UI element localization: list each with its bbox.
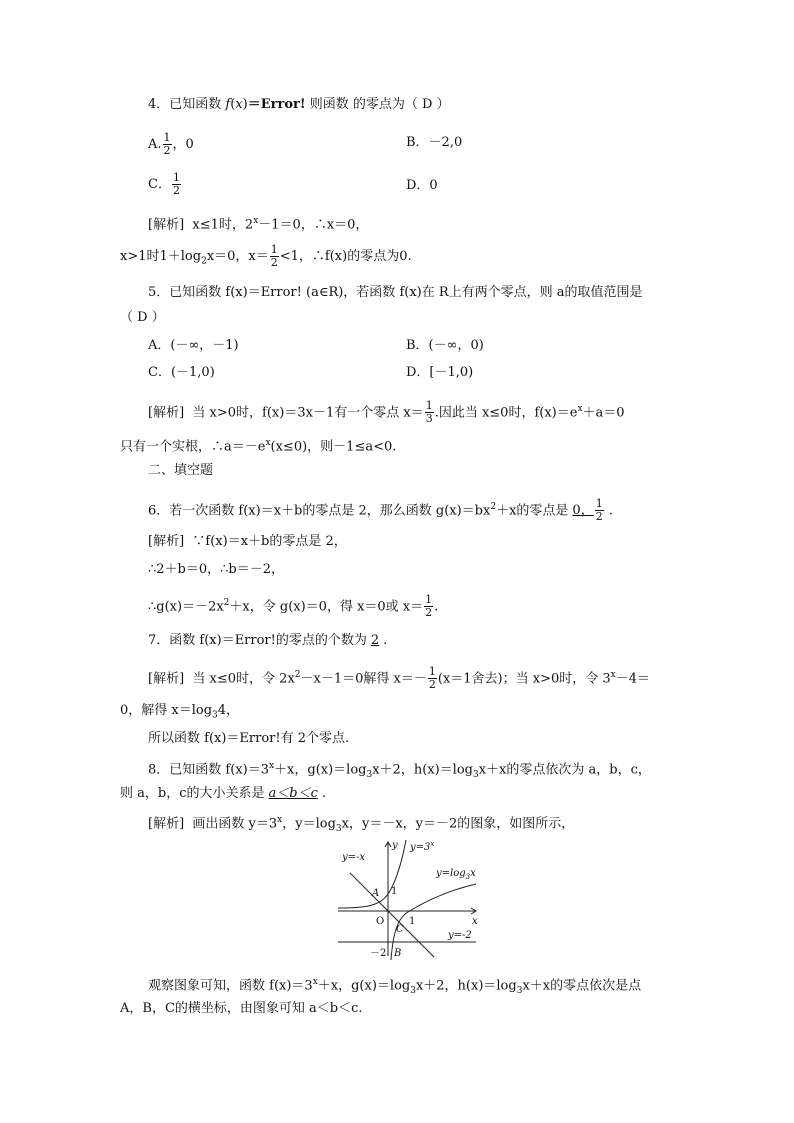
section-title: 二、填空题 bbox=[148, 463, 214, 478]
q8-conclusion-line1: 观察图象可知，函数 $f(x)=3^x+x$，$g(x)=\log_3x+2$，$h(x)=\log_3x+x$的零点依次是点 bbox=[148, 977, 642, 996]
q8-stem-line1: 8．已知函数 $f(x)=3^x+x$，$g(x)=\log_3x+2$，$h(x)=\log_3x+x$的零点依次为 a，b，c， bbox=[148, 761, 651, 780]
q6-stem: 6．若一次函数 f(x)＝x＋b的零点是 2，那么函数 $g(x)=bx^2+x$的零点是 0， $\frac{1}{2}$ . bbox=[148, 497, 613, 524]
answer-blank: 2 bbox=[370, 633, 380, 648]
q7-solution-line2: 0，解得 $x=\log_34$， bbox=[120, 703, 240, 721]
label-point-A: A bbox=[372, 888, 380, 899]
label-y-axis: y bbox=[392, 840, 398, 851]
q4-option-d: D．0 bbox=[406, 178, 438, 193]
q8-solution-line1: [解析] 画出函数 $y=3^x$，$y=\log_3x$，y＝－x，y＝－2的图象，如图所示， bbox=[148, 815, 575, 834]
label-y-neg2: y=-2 bbox=[448, 930, 472, 941]
analysis-tag: [解析] bbox=[148, 534, 185, 549]
label-tick-1-y: 1 bbox=[391, 886, 398, 897]
label-y-neg-x: y=-x bbox=[342, 852, 366, 863]
label-y-3x: $y=3^x$ bbox=[410, 840, 435, 853]
q7-solution-line3: 所以函数 f(x)＝Error!有 2个零点. bbox=[148, 731, 350, 746]
q7-solution-line1: [解析] 当 x≤0时，令 $2x^2-x-1=0$解得 x＝－ $\frac{1}{2}$ (x＝1舍去)；当 x>0时，令 $3^x-4=$ bbox=[148, 665, 651, 692]
q5-solution-line2: 只有一个实根，$\therefore a=-e^x(x\le 0)$，则－1≤a<0. bbox=[120, 438, 397, 455]
q6-solution-line3: $\therefore g(x)=-2x^2+x$，令 g(x)＝0，得 x＝0或 x＝ $\frac{1}{2}$ . bbox=[148, 593, 439, 620]
q4-option-a: A. $\frac{1}{2}$ ，0 bbox=[148, 131, 194, 157]
analysis-tag: [解析] bbox=[148, 217, 185, 233]
label-point-C: C bbox=[396, 924, 404, 935]
q4-option-c: C． $\frac{1}{2}$ bbox=[148, 171, 180, 197]
fraction: $\frac{1}{2}$ bbox=[172, 171, 180, 197]
analysis-tag: [解析] bbox=[148, 671, 185, 687]
q5-option-d: D．[－1,0) bbox=[406, 365, 474, 380]
label-point-B: B bbox=[394, 948, 402, 959]
q6-solution-line1: [解析] ∵f(x)＝x＋b的零点是 2， bbox=[148, 534, 347, 549]
function-graph bbox=[336, 836, 486, 961]
label-x-axis: x bbox=[472, 916, 478, 927]
answer-blank: 0， $\frac{1}{2}$ bbox=[572, 497, 603, 524]
fraction: $\frac{1}{2}$ bbox=[425, 593, 433, 620]
curve-y-log3x bbox=[391, 884, 476, 960]
fraction: $\frac{1}{2}$ bbox=[163, 131, 171, 157]
q8-stem-line2: 则 a，b，c的大小关系是 a＜b＜c . bbox=[120, 786, 326, 801]
q5-solution-line1: [解析] 当 x>0时，f(x)＝3x－1有一个零点 x＝ $\frac{1}{3}$ .因此当 x≤0时，$f(x)=e^x+a=0$ bbox=[148, 399, 625, 426]
analysis-tag: [解析] bbox=[148, 816, 185, 832]
q6-solution-line2: ∴2＋b＝0，∴b＝－2， bbox=[148, 562, 284, 577]
q5-stem-line2: （ D ） bbox=[120, 310, 165, 325]
label-origin: O bbox=[376, 916, 385, 927]
q5-option-b: B．(－∞，0) bbox=[406, 338, 484, 353]
answer-blank: a＜b＜c bbox=[268, 786, 318, 801]
fraction: $\frac{1}{3}$ bbox=[425, 399, 433, 426]
analysis-tag: [解析] bbox=[148, 405, 185, 421]
q5-stem-line1: 5．已知函数 f(x)＝Error! (a∈R)，若函数 f(x)在 R上有两个零点，则 a的取值范围是 bbox=[148, 285, 643, 300]
q5-option-c: C．(－1,0) bbox=[148, 365, 215, 380]
q5-option-a: A．(－∞，－1) bbox=[148, 338, 239, 353]
q4-option-b: B．－2,0 bbox=[406, 135, 463, 150]
label-tick-neg2: －2 bbox=[370, 948, 387, 959]
fraction: $\frac{1}{2}$ bbox=[270, 243, 278, 269]
q4-solution-line2: x>1时$1+\log_2x=0$，x＝ $\frac{1}{2}$ <1，∴f(x)的零点为0. bbox=[120, 243, 412, 269]
label-y-log3x: $y=\log_3x$ bbox=[436, 868, 476, 881]
q7-stem: 7．函数 f(x)＝Error!的零点的个数为 2 . bbox=[148, 633, 388, 648]
q4-solution-line1: [解析] x≤1时，$2^x-1=0$，∴x＝0， bbox=[148, 216, 369, 233]
q4-stem: 4．已知函数 f(x)＝Error! 则函数 的零点为（ D ） bbox=[148, 97, 450, 112]
fraction: $\frac{1}{2}$ bbox=[428, 665, 436, 692]
fraction: $\frac{1}{2}$ bbox=[595, 497, 603, 524]
label-tick-1-x: 1 bbox=[409, 916, 416, 927]
q8-conclusion-line2: A，B，C的横坐标，由图象可知 a＜b＜c. bbox=[120, 1001, 363, 1016]
